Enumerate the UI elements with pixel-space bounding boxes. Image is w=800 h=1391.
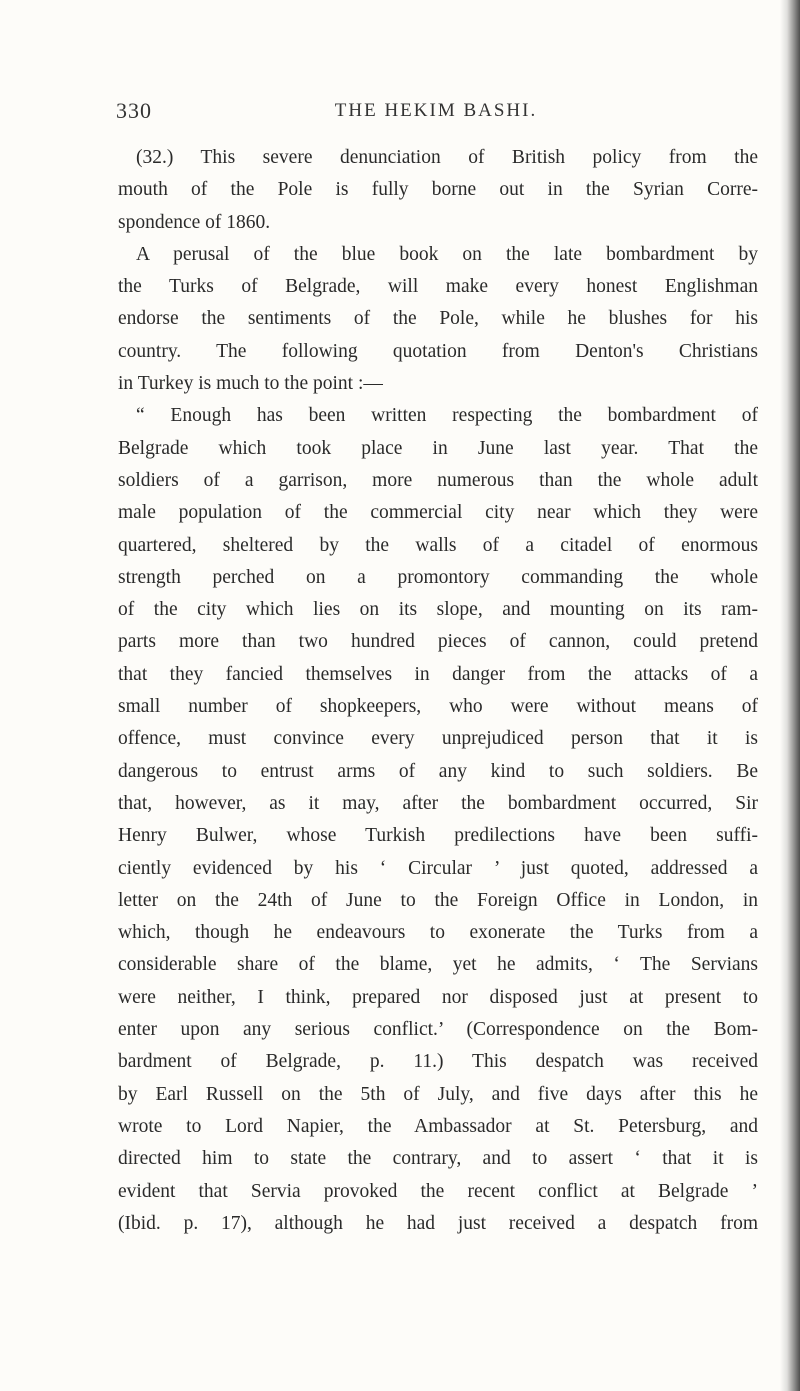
text-line: Henry Bulwer, whose Turkish predilections have been suffi-	[118, 825, 758, 847]
text-line: dangerous to entrust arms of any kind to such soldiers. Be	[118, 760, 758, 782]
text-line: letter on the 24th of June to the Foreign Office in London, in	[118, 889, 758, 911]
text-line: mouth of the Pole is fully borne out in the Syrian Corre-	[118, 179, 758, 201]
text-line: quartered, sheltered by the walls of a citadel of enormous	[118, 534, 758, 556]
text-line: country. The following quotation from Denton's Christians	[118, 340, 758, 362]
text-line: strength perched on a promontory commanding the whole	[118, 566, 758, 588]
text-line: considerable share of the blame, yet he admits, ‘ The Servians	[118, 954, 758, 976]
page-header	[116, 98, 756, 130]
text-line: small number of shopkeepers, who were without means of	[118, 696, 758, 718]
text-line: enter upon any serious conflict.’ (Correspondence on the Bom-	[118, 1019, 758, 1041]
text-line: directed him to state the contrary, and to assert ‘ that it is	[118, 1148, 758, 1170]
text-line: A perusal of the blue book on the late bombardment by	[136, 243, 758, 265]
text-line: spondence of 1860.	[118, 211, 271, 233]
text-line: which, though he endeavours to exonerate the Turks from a	[118, 922, 758, 944]
text-line: of the city which lies on its slope, and mounting on its ram-	[118, 599, 758, 621]
text-line: Belgrade which took place in June last year. That the	[118, 437, 758, 459]
text-line: (Ibid. p. 17), although he had just received a despatch from	[118, 1212, 758, 1234]
text-line: parts more than two hundred pieces of cannon, could pretend	[118, 631, 758, 653]
page-edge-shadow	[780, 0, 800, 1391]
text-line: “ Enough has been written respecting the bombardment of	[136, 405, 758, 427]
text-line: wrote to Lord Napier, the Ambassador at St. Petersburg, and	[118, 1115, 758, 1137]
text-line: soldiers of a garrison, more numerous than the whole adult	[118, 469, 758, 491]
text-line: (32.) This severe denunciation of British policy from the	[136, 147, 758, 168]
text-line: evident that Servia provoked the recent conflict at Belgrade ’	[118, 1180, 758, 1202]
text-line: endorse the sentiments of the Pole, while he blushes for his	[118, 308, 758, 330]
text-line: that they fancied themselves in danger from the attacks of a	[118, 663, 758, 685]
text-line: in Turkey is much to the point :—	[118, 373, 383, 395]
text-line: male population of the commercial city near which they were	[118, 502, 758, 524]
body-text	[118, 142, 758, 1240]
text-line: the Turks of Belgrade, will make every honest Englishman	[118, 276, 758, 298]
text-line: by Earl Russell on the 5th of July, and five days after this he	[118, 1083, 758, 1105]
text-line: that, however, as it may, after the bombardment occurred, Sir	[118, 792, 758, 814]
text-line: ciently evidenced by his ‘ Circular ’ just quoted, addressed a	[118, 857, 758, 879]
text-line: bardment of Belgrade, p. 11.) This despatch was received	[118, 1051, 758, 1073]
text-line: were neither, I think, prepared nor disposed just at present to	[118, 986, 758, 1008]
running-title: THE HEKIM BASHI.	[334, 100, 538, 121]
text-line: offence, must convince every unprejudiced person that it is	[118, 728, 758, 750]
page-number: 330	[116, 98, 152, 123]
